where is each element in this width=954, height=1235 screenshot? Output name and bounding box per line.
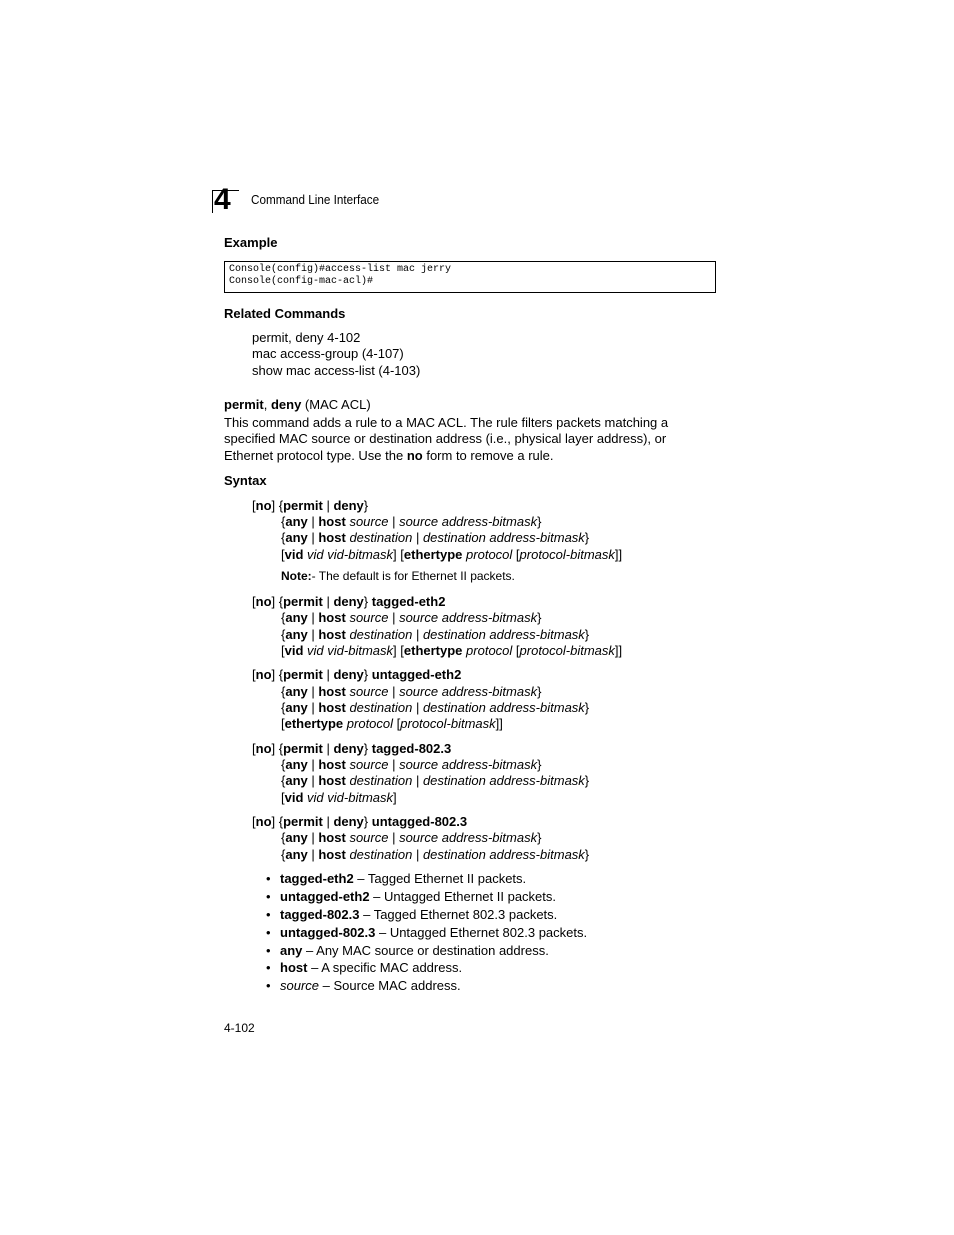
command-title: permit, deny (MAC ACL)	[224, 397, 371, 412]
command-description-line: This command adds a rule to a MAC ACL. The rule filters packets matching a	[224, 415, 669, 430]
syntax-line: [vid vid vid-bitmask] [ethertype protocol [protocol-bitmask]]	[281, 643, 623, 658]
syntax-line: {any | host source | source address-bitmask}	[281, 514, 542, 529]
syntax-line: {any | host source | source address-bitmask}	[281, 757, 542, 772]
code-line: Console(config)#access-list mac jerry	[229, 264, 452, 275]
parameter-item: source – Source MAC address.	[280, 978, 461, 993]
bullet-marker: •	[266, 978, 271, 993]
command-description-line: Ethernet protocol type. Use the no form to remove a rule.	[224, 448, 554, 463]
syntax-line: {any | host destination | destination address-bitmask}	[281, 700, 590, 715]
bullet-marker: •	[266, 871, 271, 886]
syntax-line: {any | host destination | destination address-bitmask}	[281, 530, 590, 545]
bullet-marker: •	[266, 960, 271, 975]
page-number: 4-102	[224, 1021, 255, 1035]
related-command-item: show mac access-list (4-103)	[252, 363, 421, 378]
syntax-heading: Syntax	[224, 473, 267, 488]
syntax-line: [no] {permit | deny} untagged-eth2	[252, 667, 462, 682]
syntax-note: Note:- The default is for Ethernet II packets.	[281, 569, 515, 583]
related-command-item: permit, deny 4-102	[252, 330, 361, 345]
syntax-line: [no] {permit | deny}	[252, 498, 369, 513]
syntax-line: {any | host source | source address-bitmask}	[281, 610, 542, 625]
bullet-marker: •	[266, 943, 271, 958]
syntax-line: [vid vid vid-bitmask] [ethertype protocol [protocol-bitmask]]	[281, 547, 623, 562]
parameter-item: tagged-802.3 – Tagged Ethernet 802.3 packets.	[280, 907, 558, 922]
bullet-marker: •	[266, 907, 271, 922]
syntax-line: {any | host destination | destination address-bitmask}	[281, 627, 590, 642]
related-command-item: mac access-group (4-107)	[252, 346, 404, 361]
syntax-line: {any | host source | source address-bitmask}	[281, 830, 542, 845]
parameter-item: untagged-802.3 – Untagged Ethernet 802.3 packets.	[280, 925, 588, 940]
code-line: Console(config-mac-acl)#	[229, 276, 374, 287]
syntax-line: [no] {permit | deny} tagged-802.3	[252, 741, 452, 756]
parameter-item: host – A specific MAC address.	[280, 960, 463, 975]
related-commands-heading: Related Commands	[224, 306, 346, 321]
parameter-item: untagged-eth2 – Untagged Ethernet II packets.	[280, 889, 557, 904]
bullet-marker: •	[266, 889, 271, 904]
syntax-line: [no] {permit | deny} tagged-eth2	[252, 594, 446, 609]
syntax-line: {any | host source | source address-bitmask}	[281, 684, 542, 699]
syntax-line: [ethertype protocol [protocol-bitmask]]	[281, 716, 503, 731]
command-description-line: specified MAC source or destination address (i.e., physical layer address), or	[224, 431, 667, 446]
chapter-number: 4	[214, 183, 231, 216]
parameter-item: tagged-eth2 – Tagged Ethernet II packets.	[280, 871, 527, 886]
bullet-marker: •	[266, 925, 271, 940]
syntax-line: [no] {permit | deny} untagged-802.3	[252, 814, 468, 829]
syntax-line: {any | host destination | destination address-bitmask}	[281, 847, 590, 862]
running-header: Command Line Interface	[251, 192, 380, 207]
syntax-line: [vid vid vid-bitmask]	[281, 790, 397, 805]
example-heading: Example	[224, 235, 278, 250]
syntax-line: {any | host destination | destination address-bitmask}	[281, 773, 590, 788]
parameter-item: any – Any MAC source or destination address.	[280, 943, 549, 958]
